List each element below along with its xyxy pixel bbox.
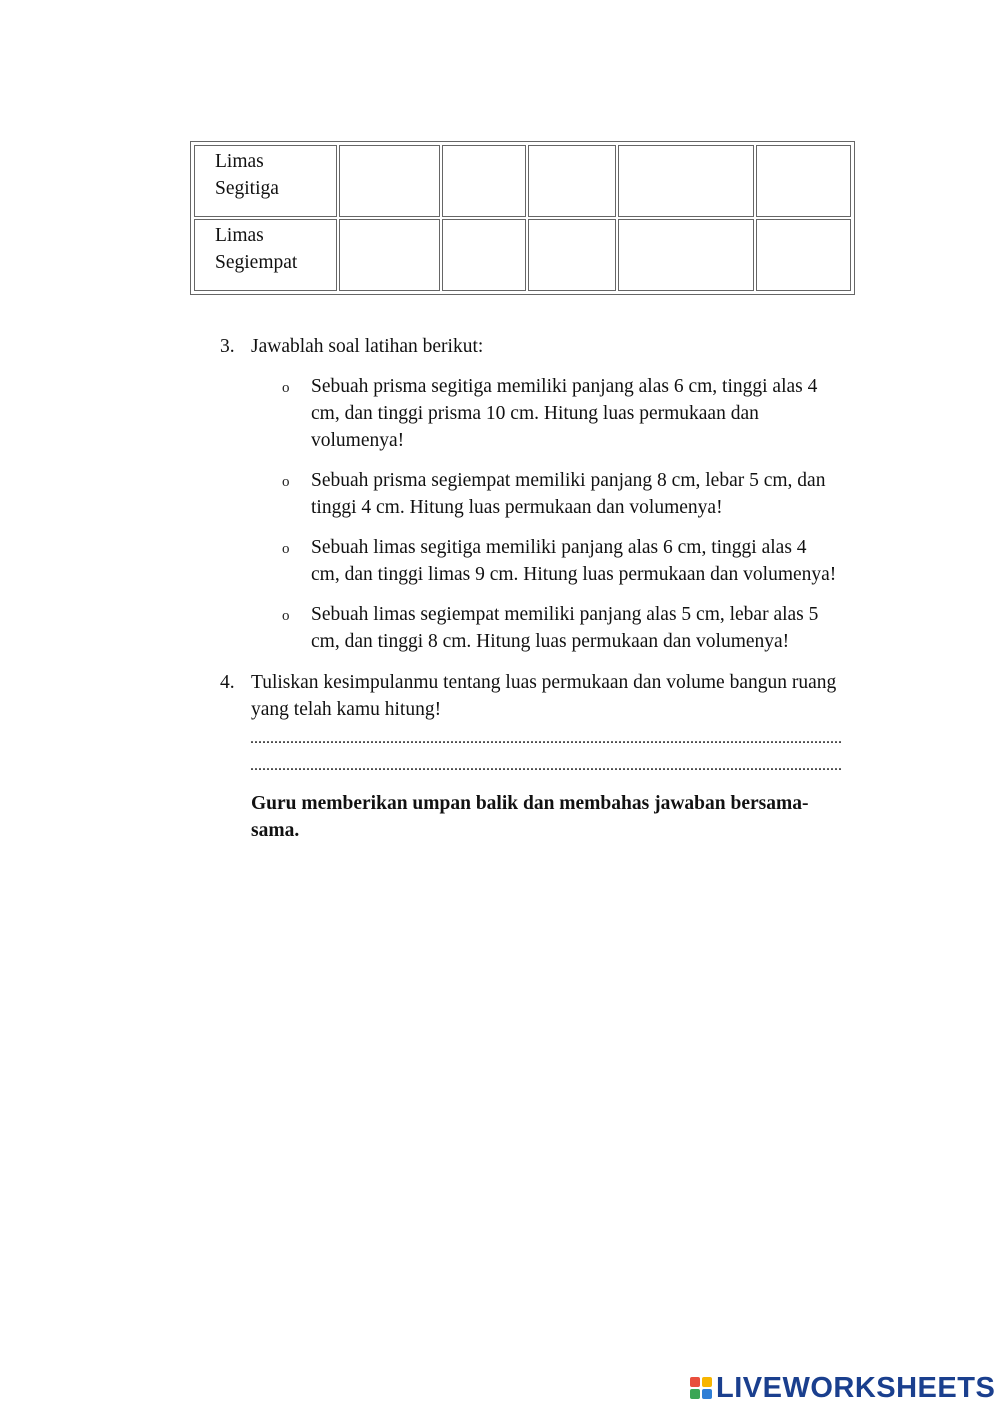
answer-cell[interactable] [618,145,754,217]
table-row [194,219,851,291]
item-line: volumenya! [311,430,405,451]
row-label-cell [194,145,337,217]
answer-line[interactable]: .................................................................................................................................................... [250,757,842,774]
row-label-line: Limas [215,225,264,246]
feedback-line: sama. [251,820,300,841]
answer-cell[interactable] [528,145,616,217]
item-line: Sebuah prisma segitiga memiliki panjang alas 6 cm, tinggi alas 4 [311,376,818,397]
bullet-icon: o [282,474,290,490]
answer-cell[interactable] [756,145,851,217]
question-3-item [311,534,861,588]
logo-text: LIVEWORKSHEETS [716,1371,996,1404]
answer-cell[interactable] [756,219,851,291]
prompt-line: Tuliskan kesimpulanmu tentang luas permukaan dan volume bangun ruang [251,672,837,693]
item-line: cm, dan tinggi 8 cm. Hitung luas permukaan dan volumenya! [311,631,790,652]
question-4-number: 4. [220,672,235,693]
item-line: tinggi 4 cm. Hitung luas permukaan dan volumenya! [311,497,723,518]
feedback-note [251,790,861,844]
item-line: cm, dan tinggi limas 9 cm. Hitung luas permukaan dan volumenya! [311,564,837,585]
answer-cell[interactable] [442,145,526,217]
question-3-item [311,601,861,655]
answer-cell[interactable] [339,219,440,291]
bullet-icon: o [282,608,290,624]
question-3-number: 3. [220,336,235,357]
question-4-prompt [251,669,861,723]
answer-cell[interactable] [528,219,616,291]
row-label-line: Segiempat [215,252,298,273]
question-3-item [311,373,861,454]
item-line: cm, dan tinggi prisma 10 cm. Hitung luas permukaan dan [311,403,759,424]
table-row [194,145,851,217]
question-3-prompt: Jawablah soal latihan berikut: [251,336,484,357]
prompt-line: yang telah kamu hitung! [251,699,442,720]
bullet-icon: o [282,541,290,557]
item-line: Sebuah prisma segiempat memiliki panjang 8 cm, lebar 5 cm, dan [311,470,826,491]
answer-cell[interactable] [618,219,754,291]
bullet-icon: o [282,380,290,396]
answer-cell[interactable] [442,219,526,291]
item-line: Sebuah limas segitiga memiliki panjang alas 6 cm, tinggi alas 4 [311,537,807,558]
liveworksheets-logo [690,1371,995,1405]
answer-line[interactable]: .................................................................................................................................................... [250,730,842,747]
answer-table [190,141,855,295]
row-label-cell [194,219,337,291]
answer-cell[interactable] [339,145,440,217]
item-line: Sebuah limas segiempat memiliki panjang alas 5 cm, lebar alas 5 [311,604,819,625]
feedback-line: Guru memberikan umpan balik dan membahas jawaban bersama- [251,793,809,814]
logo-blocks-icon [690,1377,712,1399]
row-label-line: Segitiga [215,178,279,199]
row-label-line: Limas [215,151,264,172]
question-3-item [311,467,861,521]
